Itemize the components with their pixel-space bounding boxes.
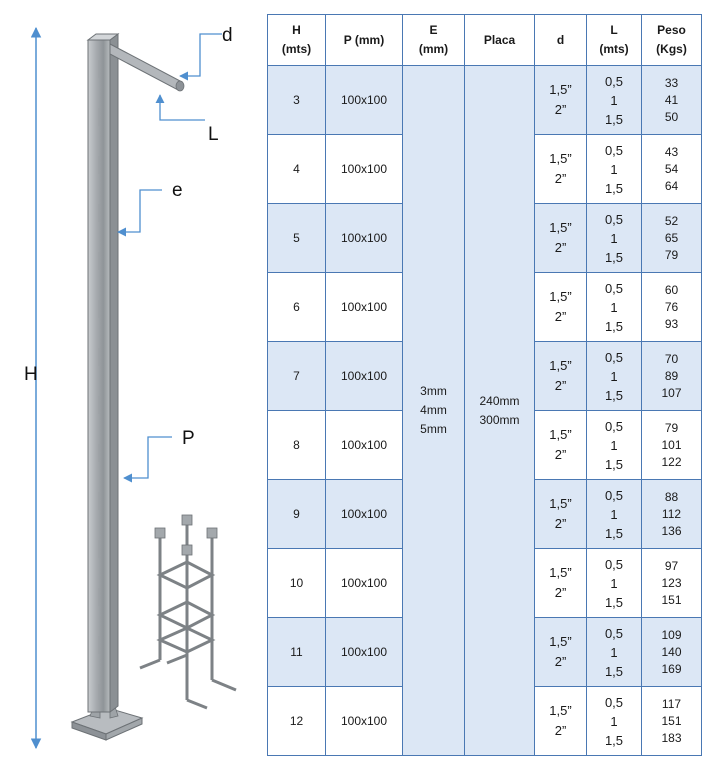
weight-value: 79 [664,247,679,262]
arm-length-value: 1,5 [604,387,624,403]
cell-arm-length [587,342,642,411]
cell-height: 3 [268,66,326,135]
cell-profile: 100x100 [326,204,403,273]
weight-value: 52 [664,213,679,228]
cell-profile: 100x100 [326,135,403,204]
weight-value: 151 [661,713,682,728]
cell-profile: 100x100 [326,480,403,549]
diameter-value: 1,5” [549,496,572,511]
callout-d [180,34,222,76]
arm-length-value: 1 [610,644,618,660]
weight-value: 65 [664,230,679,245]
cell-height: 11 [268,618,326,687]
cell-height: 6 [268,273,326,342]
cell-diameter [535,411,587,480]
arm-length-value: 1,5 [604,525,624,541]
diameter-value: 2” [554,240,567,255]
arm-length-value: 0,5 [604,487,624,503]
weight-value: 54 [664,161,679,176]
diameter-value: 2” [554,585,567,600]
label-e: e [172,180,183,201]
cell-thickness [403,66,465,756]
cell-height: 7 [268,342,326,411]
arm-length-value: 0,5 [604,418,624,434]
arm-length-value: 0,5 [604,349,624,365]
cell-weight [642,411,702,480]
label-P: P [182,428,195,449]
weight-value: 112 [661,506,682,521]
diameter-value: 1,5” [549,220,572,235]
arm-length-value: 1 [610,368,618,384]
weight-value: 97 [664,558,679,573]
weight-value: 123 [661,575,682,590]
weight-value: 136 [661,523,682,538]
cell-weight [642,204,702,273]
table-header-row [268,15,702,66]
column-header [535,15,587,66]
weight-value: 122 [661,454,682,469]
cell-profile: 100x100 [326,549,403,618]
arm-length-value: 0,5 [604,73,624,89]
diameter-value: 2” [554,102,567,117]
header-unit: (mm) [418,42,449,56]
weight-value: 101 [661,437,682,452]
weight-value: 50 [664,109,679,124]
spec-table [267,14,702,756]
diameter-value: 1,5” [549,427,572,442]
header-line: P (mm) [343,32,385,47]
cell-diameter [535,135,587,204]
cell-weight [642,687,702,756]
arm-length-value: 1 [610,575,618,591]
label-d: d [222,25,233,46]
arm-length-value: 1,5 [604,318,624,334]
cell-height: 5 [268,204,326,273]
diameter-value: 1,5” [549,634,572,649]
diameter-value: 2” [554,171,567,186]
table-row [268,66,702,135]
weight-value: 79 [664,420,679,435]
cell-profile: 100x100 [326,273,403,342]
weight-value: 64 [664,178,679,193]
cell-profile: 100x100 [326,411,403,480]
arm-length-value: 1 [610,230,618,246]
weight-value: 89 [664,368,679,383]
cell-weight [642,273,702,342]
cell-arm-length [587,66,642,135]
cell-weight [642,549,702,618]
weight-value: 41 [664,92,679,107]
label-L: L [208,124,219,145]
cell-height: 8 [268,411,326,480]
column-header [403,15,465,66]
plate-value: 300mm [479,412,520,427]
diameter-value: 1,5” [549,358,572,373]
cell-arm-length [587,411,642,480]
header-unit: (mts) [599,42,629,56]
cell-arm-length [587,480,642,549]
cell-height: 10 [268,549,326,618]
weight-value: 117 [661,696,682,711]
diameter-value: 2” [554,516,567,531]
pole-diagram [0,0,265,760]
arm-length-value: 1,5 [604,456,624,472]
cell-weight [642,618,702,687]
arm-length-value: 1 [610,437,618,453]
arm-length-value: 1,5 [604,663,624,679]
diameter-value: 1,5” [549,151,572,166]
diameter-value: 1,5” [549,289,572,304]
header-unit: (Kgs) [656,42,687,56]
cell-height: 9 [268,480,326,549]
callout-L [160,95,205,120]
callout-P [124,437,172,478]
arm-length-value: 1,5 [604,111,624,127]
cell-weight [642,66,702,135]
weight-value: 169 [661,661,682,676]
cell-profile: 100x100 [326,342,403,411]
cell-arm-length [587,135,642,204]
cell-profile: 100x100 [326,618,403,687]
arm-length-value: 0,5 [604,142,624,158]
column-header [268,15,326,66]
weight-value: 76 [664,299,679,314]
arm-length-value: 1,5 [604,180,624,196]
diameter-value: 2” [554,654,567,669]
arm-length-value: 1,5 [604,732,624,748]
weight-value: 151 [661,592,682,607]
label-H: H [24,364,38,385]
weight-value: 43 [664,144,679,159]
cell-diameter [535,549,587,618]
cell-diameter [535,342,587,411]
weight-value: 70 [664,351,679,366]
weight-value: 88 [664,489,679,504]
arm-length-value: 1,5 [604,594,624,610]
weight-value: 93 [664,316,679,331]
cell-profile: 100x100 [326,66,403,135]
weight-value: 60 [664,282,679,297]
header-line: L [610,23,618,37]
diameter-value: 2” [554,447,567,462]
cell-height: 4 [268,135,326,204]
header-line: d [556,32,565,47]
pole-shaft [88,34,118,712]
thickness-value: 5mm [420,422,447,436]
pole-arm [110,44,184,91]
cell-plate [465,66,535,756]
column-header [642,15,702,66]
weight-value: 33 [664,75,679,90]
cell-arm-length [587,549,642,618]
arm-length-value: 0,5 [604,625,624,641]
weight-value: 109 [661,627,682,642]
weight-value: 140 [661,644,682,659]
cell-arm-length [587,618,642,687]
callout-e [118,190,162,232]
cell-diameter [535,687,587,756]
arm-length-value: 1 [610,161,618,177]
cell-diameter [535,66,587,135]
cell-weight [642,342,702,411]
cell-diameter [535,204,587,273]
plate-value: 240mm [479,393,520,408]
cell-diameter [535,618,587,687]
arm-length-value: 1,5 [604,249,624,265]
diameter-value: 1,5” [549,703,572,718]
arm-length-value: 0,5 [604,211,624,227]
header-unit: (mts) [281,42,312,56]
cell-weight [642,480,702,549]
weight-value: 107 [661,385,682,400]
column-header [326,15,403,66]
diameter-value: 2” [554,378,567,393]
cell-diameter [535,480,587,549]
arm-length-value: 1 [610,92,618,108]
cell-arm-length [587,273,642,342]
arm-length-value: 1 [610,713,618,729]
header-line: H [292,23,301,37]
cell-arm-length [587,687,642,756]
diameter-value: 1,5” [549,82,572,97]
column-header [587,15,642,66]
cell-height: 12 [268,687,326,756]
header-line: Peso [657,23,686,37]
cell-profile: 100x100 [326,687,403,756]
header-line: Placa [483,32,516,47]
arm-length-value: 0,5 [604,280,624,296]
arm-length-value: 1 [610,299,618,315]
header-line: E [429,23,438,37]
thickness-value: 3mm [420,384,447,398]
arm-length-value: 0,5 [604,694,624,710]
column-header [465,15,535,66]
cell-arm-length [587,204,642,273]
diameter-value: 1,5” [549,565,572,580]
arm-length-value: 0,5 [604,556,624,572]
cell-diameter [535,273,587,342]
diameter-value: 2” [554,723,567,738]
cell-weight [642,135,702,204]
arm-length-value: 1 [610,506,618,522]
thickness-value: 4mm [420,403,447,417]
diameter-value: 2” [554,309,567,324]
weight-value: 183 [661,730,682,745]
